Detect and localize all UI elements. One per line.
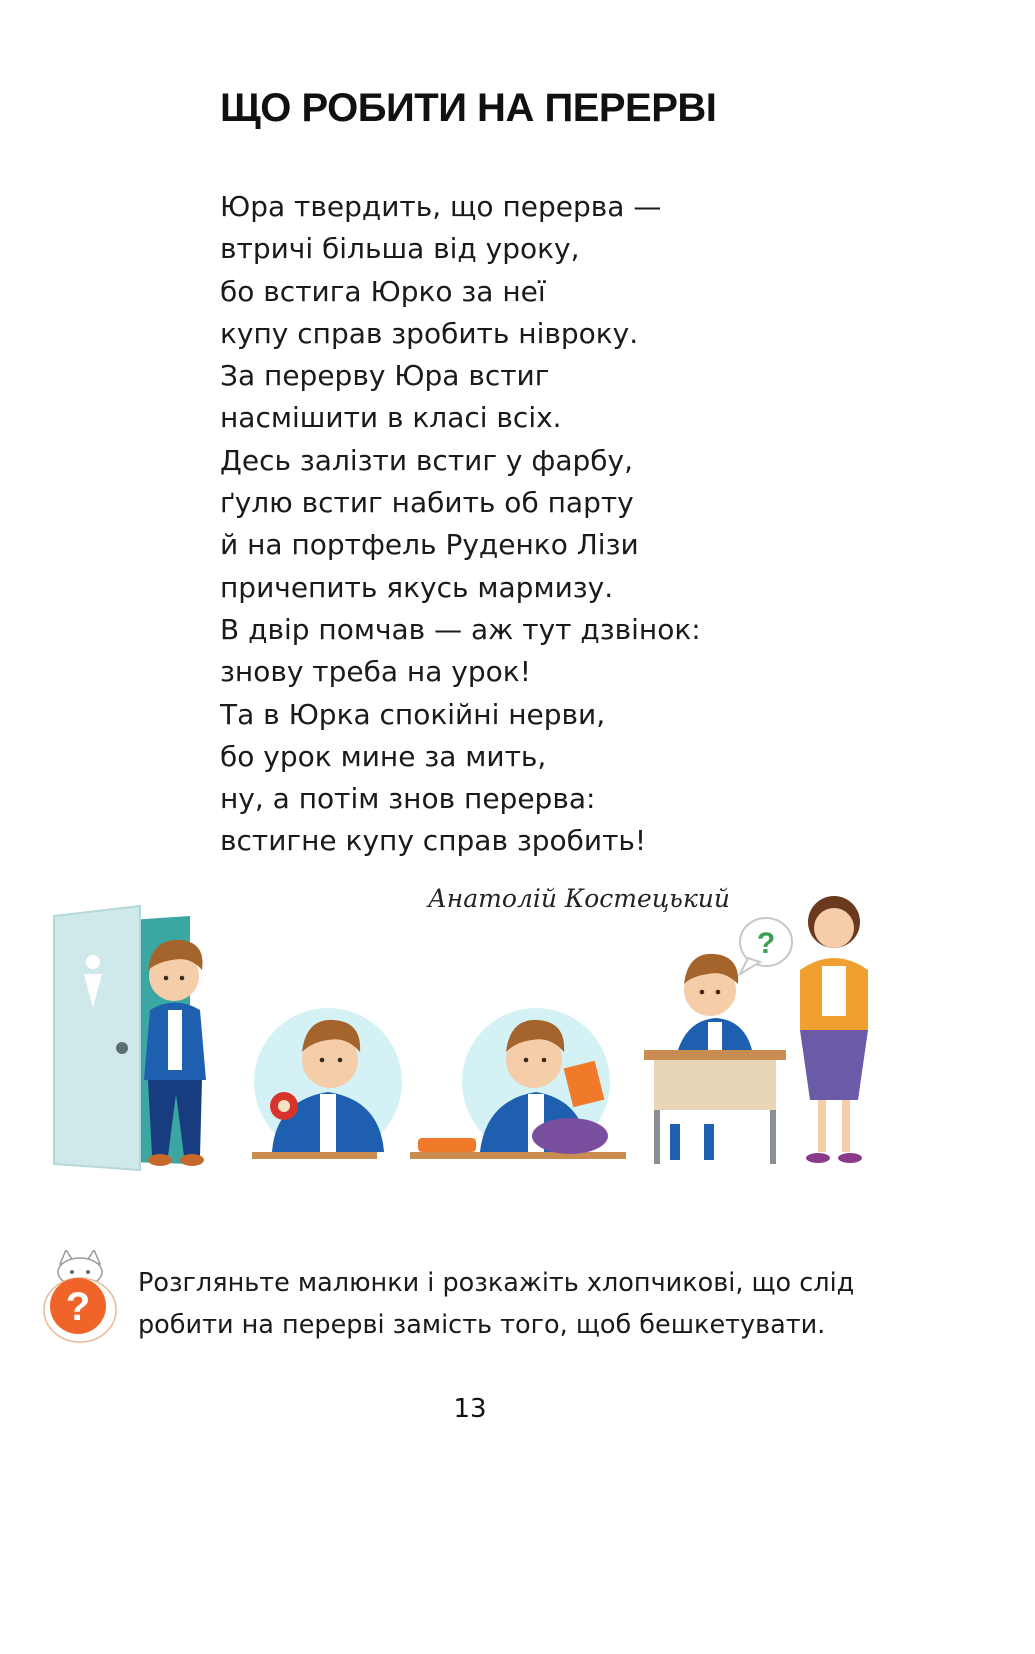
task-text [138,1262,854,1346]
poem-line: ну, а потім знов перерва: [220,782,596,816]
speech-bubble-question: ? [756,927,776,960]
poem-line: Та в Юрка спокійні нерви, [220,697,606,731]
cat-question-icon [40,1250,120,1346]
poem-author: Анатолій Костецький [427,884,730,913]
task-line: робити на перерві замість того, щоб бешкетувати. [138,1310,826,1340]
poem-line: Юра твердить, що перерва — [220,190,662,223]
poem-line: бо встига Юрко за неї [220,274,546,308]
boy-packing-scene [410,1008,626,1159]
poem-line: насмішити в класі всіх. [220,401,562,435]
recess-illustration [40,880,920,1220]
cat-question-symbol: ? [65,1285,91,1329]
poem-line: ґулю встиг набить об парту [220,486,634,520]
poem-line: купу справ зробить нівроку. [220,316,639,350]
poem-line: втричі більша від уроку, [220,232,580,266]
page-number: 13 [453,1394,487,1424]
door-scene [54,906,206,1170]
poem [220,186,701,863]
classroom-scene [644,896,868,1164]
page-title: ЩО РОБИТИ НА ПЕРЕРВІ [220,86,717,130]
poem-line: й на портфель Руденко Лізи [220,528,639,562]
poem-line: бо урок мине за мить, [220,739,547,773]
poem-line: За перерву Юра встиг [220,359,550,393]
poem-line: знову треба на урок! [220,655,531,689]
poem-line: встигне купу справ зробить! [220,824,647,858]
poem-line: Десь залізти встиг у фарбу, [220,443,634,477]
task-line: Розгляньте малюнки і розкажіть хлопчикові, що слід [138,1268,855,1298]
poem-line: В двір помчав — аж тут дзвінок: [220,612,701,646]
boy-eating-scene [252,1008,402,1159]
poem-line: причепить якусь мармизу. [220,570,614,604]
